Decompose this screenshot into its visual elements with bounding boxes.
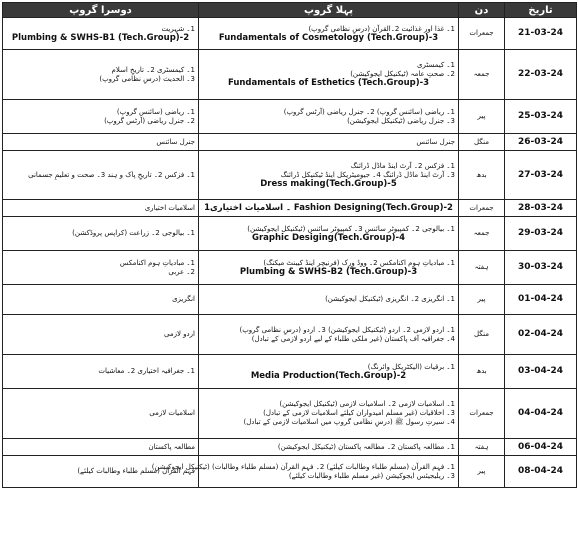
group2-cell (3, 100, 199, 134)
date-cell: 30-03-24 (505, 251, 577, 285)
group2-cell (3, 389, 199, 439)
group1-cell (199, 389, 459, 439)
table-row (3, 389, 577, 439)
table-row (3, 251, 577, 285)
day-cell: ہفتہ (459, 439, 505, 456)
g2-line: Plumbing & SWHS-B1 (Tech.Group)-2 (11, 32, 190, 43)
group1-cell (199, 251, 459, 285)
day-cell: پیر (459, 456, 505, 488)
g1-line: 1۔ مبادیاتِ ہوم اکنامکس 2۔ ووڈ ورک (فرنیچر اینڈ کیبنٹ میکنگ) (263, 258, 455, 267)
day-cell: جمعرات (459, 200, 505, 217)
day-cell: جمعہ (459, 50, 505, 100)
date-cell: 28-03-24 (505, 200, 577, 217)
g1-line: 1۔ اسلامیات لازمی 2۔ اسلامیات لازمی (ٹیکنیکل ایجوکیشن) (279, 400, 455, 408)
g2-line: 1۔ جغرافیہ اختیاری 2۔ معاشیات (98, 367, 195, 375)
date-cell: 29-03-24 (505, 217, 577, 251)
group1-cell (151, 456, 459, 488)
date-cell: 25-03-24 (505, 100, 577, 134)
header-date: تاریخ (505, 3, 577, 18)
date-cell: 21-03-24 (505, 18, 577, 50)
table-row (3, 151, 577, 200)
g2-line: 1۔ ریاضی (سائنس گروپ) (116, 107, 195, 116)
g1-line: 1۔ ریاضی (سائنس گروپ) 2۔ جنرل ریاضی (آرٹس گروپ) (283, 107, 455, 116)
g2-line: 1۔ بیالوجی 2۔ زراعت (کراپس پروڈکشن) (72, 229, 195, 237)
day-cell: جمعرات (459, 389, 505, 439)
g1-line: Fundamentals of Esthetics (Tech.Group)-3 (227, 78, 430, 88)
g2-line: 1۔ مبادیاتِ ہوم اکنامکس (119, 258, 195, 267)
group1-cell (199, 50, 459, 100)
g1-line: Plumbing & SWHS-B2 (Tech.Group)-3 (239, 266, 418, 277)
header-day: دن (459, 3, 505, 18)
group1-cell (199, 355, 459, 389)
group1-cell (199, 200, 459, 217)
group2-cell (3, 285, 199, 315)
g1-line: 2۔ صحتِ عامہ (ٹیکنیکل ایجوکیشن) (350, 70, 455, 78)
g1-line: 3۔ جنرل ریاضی (ٹیکنیکل ایجوکیشن) (347, 116, 455, 125)
group1-cell (199, 315, 459, 355)
date-cell: 22-03-24 (505, 50, 577, 100)
day-cell: جمعرات (459, 18, 505, 50)
g2-line: اسلامیات لازمی (149, 409, 195, 417)
g1-line: 4۔ سیرتِ رسول ﷺ (درسِ نظامی گروپ میں اسلامیات لازمی کے تبادل) (243, 418, 455, 426)
group1-cell (199, 151, 459, 200)
g1-line: 3۔ ریلیجیئس ایجوکیشن (غیر مسلم طلباء وطالبات کیلئے) (288, 471, 455, 480)
g1-line: 3۔ اخلاقیات (غیر مسلم امیدواران کیلئے اسلامیات لازمی کے تبادل) (263, 409, 455, 417)
g1-line: 4۔ جغرافیہ آف پاکستان (غیر ملکی طلباء کے لیے اردو لازمی کے تبادل) (251, 334, 455, 343)
day-cell: ہفتہ (459, 251, 505, 285)
table-row (3, 200, 577, 217)
group1-cell (199, 18, 459, 50)
day-cell: منگل (459, 134, 505, 151)
group2-cell (3, 456, 199, 488)
group2-cell (3, 251, 199, 285)
g2-line: مطالعہ پاکستان (148, 442, 195, 451)
g2-line: جنرل سائنس (156, 137, 195, 146)
day-cell: بدھ (459, 355, 505, 389)
g2-line: اسلامیات اختیاری (144, 203, 195, 212)
g1-line: 1۔ بیالوجی 2۔ کمپیوٹر سائنس 3۔ کمپیوٹر سائنس (ٹیکنیکل ایجوکیشن) (247, 224, 455, 233)
g2-line: 1۔ فزکس 2۔ تاریخِ پاک و ہند 3۔ صحت و تعلیمِ جسمانی (28, 170, 195, 179)
day-cell: پیر (459, 100, 505, 134)
date-cell: 03-04-24 (505, 355, 577, 389)
group2-cell (3, 134, 199, 151)
group2-cell (3, 151, 199, 200)
g1-line: Fundamentals of Cosmetology (Tech.Group)-3 (218, 32, 439, 43)
g2-line: 1۔ کیمسٹری 2۔ تاریخِ اسلام (111, 65, 195, 74)
g1-line: Media Production(Tech.Group)-2 (250, 370, 407, 381)
g2-line: فہم القرآن (مسلم طلباء وطالبات کیلئے) (77, 467, 195, 475)
date-cell: 01-04-24 (505, 285, 577, 315)
g1-line: 1۔ اسلامیات اختیاری Fashion Designing(Tech.Group)-2 (204, 202, 453, 213)
table-row (3, 100, 577, 134)
g1-line: 3۔ آرٹ اینڈ ماڈل ڈرائنگ 4۔ جیومیٹریکل اینڈ ٹیکنیکل ڈرائنگ (280, 170, 455, 179)
header-group2: دوسرا گروپ (3, 3, 199, 18)
schedule-body (3, 18, 577, 488)
date-cell: 08-04-24 (505, 456, 577, 488)
header-row (3, 3, 577, 18)
g1-line: Graphic Desiging(Tech.Group)-4 (252, 232, 405, 243)
g1-line: 1۔ غذا اور غذائیت 2۔القرآن (درسِ نظامی گروپ) (308, 24, 455, 33)
g2-line: 2۔ عربی (168, 267, 195, 276)
g1-line: 1۔ انگریزی 2۔ انگریزی (ٹیکنیکل ایجوکیشن) (325, 295, 455, 303)
day-cell: جمعہ (459, 217, 505, 251)
day-cell: منگل (459, 315, 505, 355)
table-row (3, 50, 577, 100)
g1-line: 1۔ کیمسٹری (417, 61, 455, 69)
date-cell: 02-04-24 (505, 315, 577, 355)
g2-line: اردو لازمی (163, 330, 195, 338)
group1-cell (199, 134, 459, 151)
group1-cell (199, 285, 459, 315)
g2-line: انگریزی (172, 295, 195, 303)
g1-line: 1۔ فہم القرآن (مسلم طلباء وطالبات کیلئے) 2۔ فہم القرآن (مسلم طلباء وطالبات) (ٹیکنیکل ایجوکیشن) (151, 462, 455, 471)
group2-cell (3, 355, 199, 389)
table-row (3, 456, 577, 488)
group1-cell (199, 100, 459, 134)
g1-line: جنرل سائنس (416, 137, 455, 146)
g1-line: 1۔ فزکس 2۔ آرٹ اینڈ ماڈل ڈرائنگ (350, 161, 455, 170)
group2-cell (3, 439, 199, 456)
table-row (3, 315, 577, 355)
table-row (3, 217, 577, 251)
date-cell: 26-03-24 (505, 134, 577, 151)
group1-cell (199, 439, 459, 456)
g2-line: 3۔ الحدیث (درسِ نظامی گروپ) (99, 74, 195, 83)
table-row (3, 134, 577, 151)
group2-cell (3, 217, 199, 251)
table-row (3, 18, 577, 50)
group2-cell (3, 50, 199, 100)
group2-cell (3, 315, 199, 355)
table-row (3, 355, 577, 389)
g2-line: 2۔ جنرل ریاضی (آرٹس گروپ) (104, 116, 195, 125)
table-row (3, 439, 577, 456)
day-cell: پیر (459, 285, 505, 315)
g1-line: 1۔ اردو لازمی 2۔ اردو (ٹیکنیکل ایجوکیشن) 3۔ اردو (درسِ نظامی گروپ) (239, 325, 455, 334)
date-cell: 27-03-24 (505, 151, 577, 200)
g2-line: 1۔ شہریت (161, 24, 195, 33)
exam-schedule-table (2, 2, 577, 488)
g1-line: 1۔ برقیات (الیکٹریکل وائرنگ) (367, 362, 455, 371)
group2-cell (3, 200, 199, 217)
g1-line: 1۔ مطالعہ پاکستان 2۔ مطالعہ پاکستان (ٹیکنیکل ایجوکیشن) (277, 442, 455, 451)
header-group1: پہلا گروپ (199, 3, 459, 18)
day-cell: بدھ (459, 151, 505, 200)
date-cell: 04-04-24 (505, 389, 577, 439)
group2-cell (3, 18, 199, 50)
group1-cell (199, 217, 459, 251)
table-row (3, 285, 577, 315)
g1-line: Dress making(Tech.Group)-5 (260, 178, 397, 189)
date-cell: 06-04-24 (505, 439, 577, 456)
